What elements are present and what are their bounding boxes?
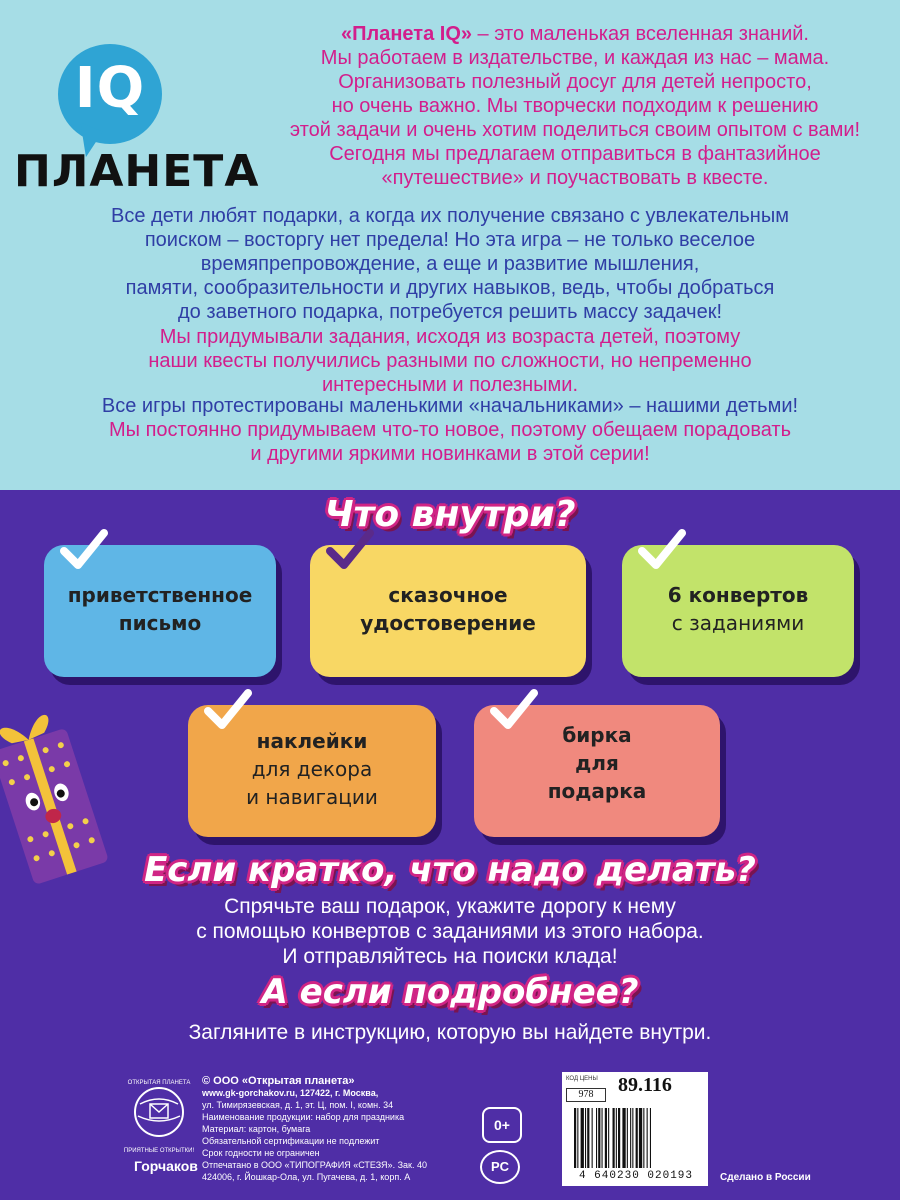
paragraph-tasks [0, 325, 900, 397]
intro-line4: но очень важно. Мы творчески подходим к решению [331, 95, 819, 117]
inside-heading: Что внутри? [324, 494, 576, 535]
publisher-globe-logo [126, 1074, 192, 1144]
text-line: Все дети любят подарки, а когда их получение связано с увлекательным [111, 205, 789, 227]
card-text: приветственное [67, 583, 253, 607]
barcode-bar [630, 1108, 631, 1168]
short-text-line: И отправляйтесь на поиски клада! [282, 945, 618, 968]
imprint-line: Наименование продукции: набор для праздника [202, 1112, 405, 1122]
short-heading: Если кратко, что надо делать? [144, 850, 756, 890]
barcode-bar [577, 1108, 578, 1168]
imprint-line: www.gk-gorchakov.ru, 127422, г. Москва, [202, 1088, 379, 1098]
barcode-bar [616, 1108, 617, 1168]
intro-paragraph [250, 22, 900, 190]
barcode-bar [592, 1108, 593, 1168]
text-line: Мы постоянно придумываем что-то новое, поэтому обещаем порадовать [109, 419, 791, 441]
barcode-bar [581, 1108, 584, 1168]
logo-word: ПЛАНЕТА [14, 146, 260, 197]
publisher-caption: ПРИЯТНЫЕ ОТКРЫТКИ! [123, 1148, 195, 1154]
paragraph-tested [0, 394, 900, 418]
text-line: поиском – восторгу нет предела! Но эта игра – не только веселое [144, 229, 756, 251]
paragraph-gifts [0, 204, 900, 324]
barcode-bar [622, 1108, 625, 1168]
card-text: для [575, 751, 619, 775]
barcode-bar [643, 1108, 644, 1168]
made-in-label: Сделано в России [720, 1172, 811, 1183]
barcode-bar [627, 1108, 628, 1168]
barcode-bar [613, 1108, 615, 1168]
paragraph-new [0, 418, 900, 466]
intro-line5: этой задачи и очень хотим поделиться своим опытом с вами! [289, 119, 861, 141]
text-line: Мы придумывали задания, исходя из возраста детей, поэтому [159, 326, 741, 348]
card-text: письмо [118, 611, 202, 635]
barcode-bar [596, 1108, 597, 1168]
barcode-bar [639, 1108, 642, 1168]
text-line: интересными и полезными. [321, 374, 579, 396]
card-text: удостоверение [360, 611, 536, 635]
price-number: 89.116 [618, 1074, 672, 1096]
card-welcome-letter [44, 545, 276, 677]
publisher-small-name: ОТКРЫТАЯ ПЛАНЕТА [127, 1080, 191, 1086]
brand-name: «Планета IQ» [341, 23, 472, 45]
price-code-label: КОД ЦЕНЫ [566, 1076, 598, 1082]
text-line: Все игры протестированы маленькими «начальниками» – нашими детьми! [101, 395, 799, 417]
barcode-bar [647, 1108, 648, 1168]
barcode-bar [632, 1108, 633, 1168]
card-certificate [310, 545, 586, 677]
text-line: и другими яркими новинками в этой серии! [250, 443, 650, 465]
imprint-line: ул. Тимирязевская, д. 1, эт. Ц, пом. I, комн. 34 [202, 1100, 394, 1110]
short-text-line: с помощью конвертов с заданиями из этого набора. [196, 920, 704, 943]
card-text: сказочное [388, 583, 508, 607]
card-text: для декора [251, 757, 373, 781]
imprint-line: © ООО «Открытая планета» [202, 1075, 355, 1087]
logo-iq-text: IQ [74, 56, 146, 121]
intro-line3: Организовать полезный досуг для детей непросто, [338, 71, 812, 93]
text-line: времяпрепровождение, а еще и развитие мышления, [200, 253, 700, 275]
short-text-line: Спрячьте ваш подарок, укажите дорогу к нему [224, 895, 676, 918]
imprint-line: Обязательной сертификации не подлежит [202, 1136, 380, 1146]
card-text: 6 конвертов [667, 583, 809, 607]
card-stickers [188, 705, 436, 837]
imprint-line: Срок годности не ограничен [202, 1148, 320, 1158]
card-text: бирка [562, 723, 632, 747]
barcode-bar [605, 1108, 607, 1168]
certification-mark-icon: PC [480, 1150, 520, 1184]
intro-line2: Мы работаем в издательстве, и каждая из нас – мама. [320, 47, 830, 69]
text-line: наши квесты получились разными по сложности, но непременно [148, 350, 752, 372]
barcode-bar [618, 1108, 620, 1168]
text-line: памяти, сообразительности и других навыков, ведь, чтобы добраться [125, 277, 775, 299]
barcode-bar [636, 1108, 638, 1168]
barcode-icon [574, 1108, 700, 1168]
text-line: до заветного подарка, потребуется решить массу задачек! [177, 301, 722, 323]
barcode-bar [602, 1108, 603, 1168]
check-icon [324, 525, 374, 575]
barcode-bar [608, 1108, 609, 1168]
barcode-bar [598, 1108, 600, 1168]
card-gift-tag [474, 705, 720, 837]
check-icon [636, 525, 686, 575]
price-code: 978 [566, 1088, 606, 1102]
barcode-bar [587, 1108, 589, 1168]
card-text: и навигации [246, 785, 378, 809]
intro-line7: «путешествие» и поучаствовать в квесте. [381, 167, 769, 189]
check-icon [58, 525, 108, 575]
detail-heading: А если подробнее? [261, 972, 639, 1012]
imprint-line: Отпечатано в ООО «ТИПОГРАФИЯ «СТЕЗЯ». Зак. 40 [202, 1160, 427, 1170]
intro-line1: – это маленькая вселенная знаний. [472, 23, 809, 45]
age-rating-badge: 0+ [482, 1107, 522, 1143]
barcode-number: 4 640230 020193 [578, 1170, 694, 1182]
imprint-line: 424006, г. Йошкар-Ола, ул. Пугачева, д. 1, корп. А [202, 1172, 411, 1182]
card-text: наклейки [256, 729, 368, 753]
detail-text: Загляните в инструкцию, которую вы найдете внутри. [188, 1021, 712, 1044]
barcode-bar [585, 1108, 586, 1168]
barcode-bar [574, 1108, 576, 1168]
card-envelopes [622, 545, 854, 677]
card-text: подарка [547, 779, 647, 803]
intro-line6: Сегодня мы предлагаем отправиться в фантазийное [329, 143, 821, 165]
barcode-bar [650, 1108, 651, 1168]
imprint-line: Материал: картон, бумага [202, 1124, 311, 1134]
card-text: с заданиями [671, 611, 805, 635]
gorchakov-logo: Горчаков [134, 1158, 198, 1174]
